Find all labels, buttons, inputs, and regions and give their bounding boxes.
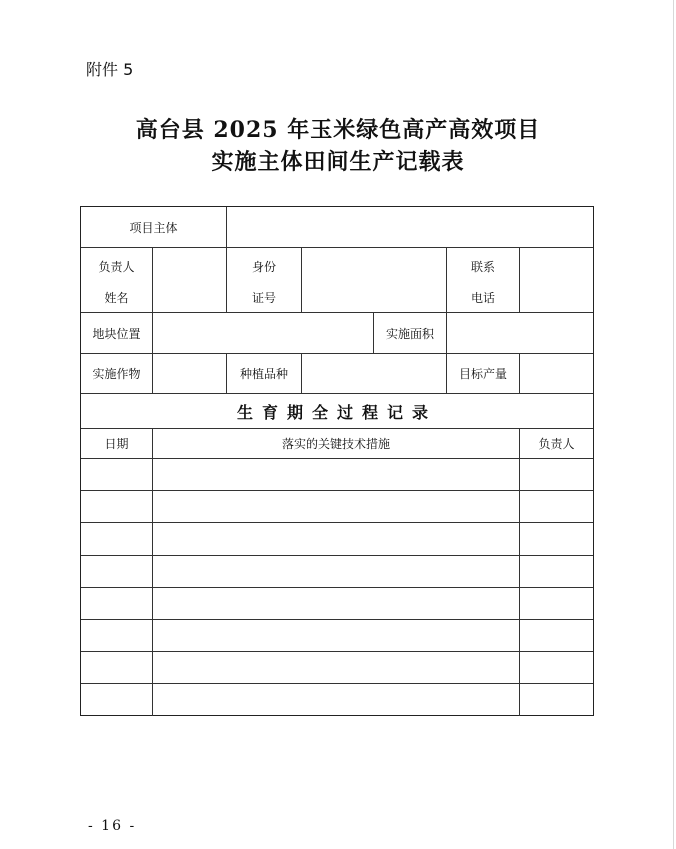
record-person-cell[interactable] (520, 491, 593, 522)
phone-label (447, 248, 519, 312)
record-date-cell[interactable] (81, 620, 152, 651)
phone-field[interactable] (520, 248, 593, 312)
project-entity-label: 项目主体 (129, 220, 178, 235)
column-header-person: 负责人 (538, 437, 575, 451)
record-measures-cell[interactable] (153, 684, 519, 715)
record-person-cell[interactable] (520, 684, 593, 715)
target-yield-label: 目标产量 (458, 367, 507, 381)
id-number-label-line-2: 证号 (251, 291, 276, 305)
section-title: 生育期全过程记录 (236, 402, 437, 422)
record-person-cell[interactable] (520, 588, 593, 619)
document-title-line-2: 实施主体田间生产记载表 (211, 149, 465, 175)
record-measures-cell[interactable] (153, 652, 519, 683)
record-measures-cell[interactable] (153, 620, 519, 651)
field-record-form (80, 206, 594, 716)
variety-field[interactable] (302, 354, 446, 393)
phone-label-line-2: 电话 (470, 291, 495, 305)
record-date-cell[interactable] (81, 523, 152, 555)
record-measures-cell[interactable] (153, 523, 519, 555)
record-person-cell[interactable] (520, 459, 593, 490)
record-person-cell[interactable] (520, 652, 593, 683)
responsible-person-label (81, 248, 152, 312)
implementation-area-label: 实施面积 (385, 326, 434, 341)
implementation-area-field[interactable] (447, 313, 593, 353)
column-header-measures: 落实的关键技术措施 (281, 437, 390, 451)
record-date-cell[interactable] (81, 491, 152, 522)
target-yield-field[interactable] (520, 354, 593, 393)
record-date-cell[interactable] (81, 588, 152, 619)
project-entity-field[interactable] (227, 207, 593, 247)
plot-location-label: 地块位置 (92, 326, 141, 341)
plot-location-field[interactable] (153, 313, 373, 353)
variety-label: 种植品种 (239, 367, 288, 381)
column-header-date: 日期 (104, 437, 129, 451)
record-measures-cell[interactable] (153, 556, 519, 587)
responsible-person-field[interactable] (153, 248, 226, 312)
record-measures-cell[interactable] (153, 459, 519, 490)
responsible-person-label-line-1: 负责人 (98, 260, 135, 274)
record-person-cell[interactable] (520, 556, 593, 587)
record-date-cell[interactable] (81, 684, 152, 715)
document-title-line-1: 高台县 2025 年玉米绿色高产高效项目 (135, 117, 541, 143)
record-date-cell[interactable] (81, 459, 152, 490)
record-measures-cell[interactable] (153, 491, 519, 522)
record-person-cell[interactable] (520, 620, 593, 651)
record-person-cell[interactable] (520, 523, 593, 555)
crop-label: 实施作物 (92, 367, 141, 381)
crop-field[interactable] (153, 354, 226, 393)
phone-label-line-1: 联系 (470, 260, 495, 274)
record-date-cell[interactable] (81, 652, 152, 683)
attachment-label: 附件 5 (86, 60, 134, 79)
record-date-cell[interactable] (81, 556, 152, 587)
id-number-field[interactable] (302, 248, 446, 312)
id-number-label-line-1: 身份 (251, 260, 276, 274)
record-measures-cell[interactable] (153, 588, 519, 619)
id-number-label (227, 248, 301, 312)
responsible-person-label-line-2: 姓名 (104, 291, 129, 305)
page-number: - 16 - (88, 818, 137, 834)
